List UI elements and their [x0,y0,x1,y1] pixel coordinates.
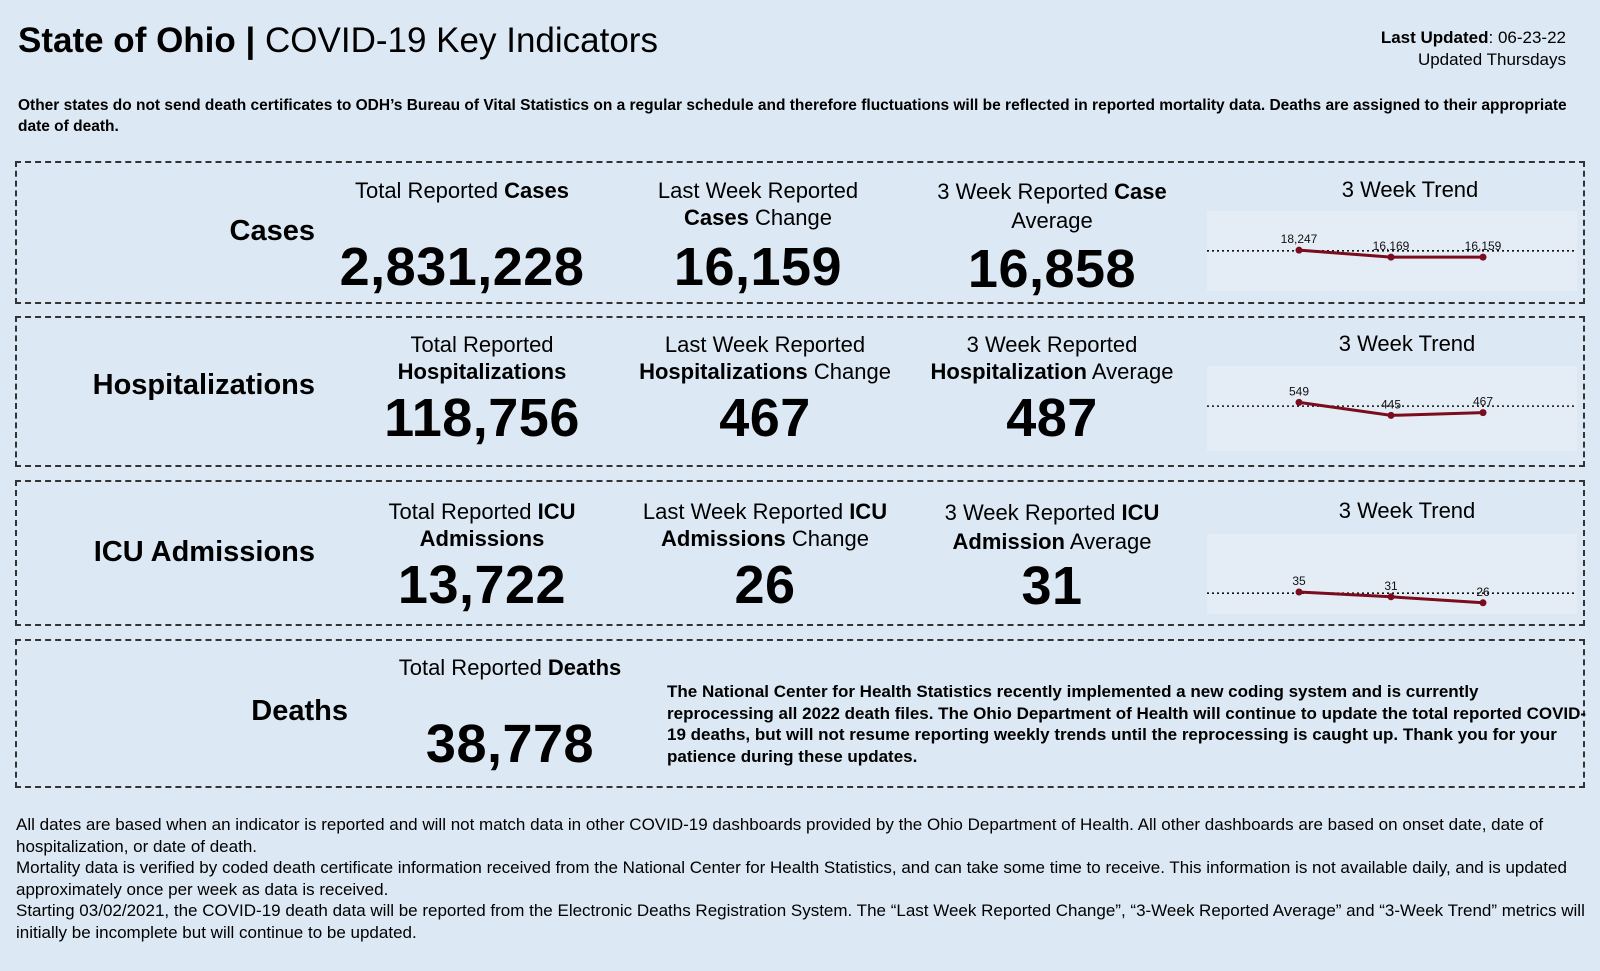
trend-data-label: 16,159 [1464,239,1502,254]
heading-text: Last Week Reported [642,499,850,524]
last-updated-label: Last Updated [1380,28,1489,47]
cases-change [618,177,898,297]
hosp-change [620,331,910,448]
icu-trend-chart [1207,534,1577,614]
cases-trend-title: 3 Week Trend [1341,177,1479,202]
heading-bold: Admissions [419,526,545,551]
trend-data-label: 18,247 [1280,232,1318,247]
trend-point [1296,399,1303,406]
trend-data-label: 467 [1472,394,1494,409]
heading-text: Average [1087,359,1174,384]
mortality-notice: Other states do not send death certificates to ODH’s Bureau of Vital Statistics on a regular schedule and therefore fluctuations will be reflected in reported mortality data. Deaths are assigned to their appropriate date of death. [18,97,1567,135]
trend-point [1480,254,1487,261]
trend-point [1388,593,1395,600]
heading-text: Change [748,205,833,230]
heading-bold: ICU [1121,500,1160,525]
trend-point [1388,412,1395,419]
icu-average-value: 31 [1021,556,1083,616]
icu-change [620,498,910,615]
heading-text: Total Reported [410,332,554,357]
icu-total-heading [342,498,622,552]
cases-change-value: 16,159 [673,237,843,297]
page-title [18,20,658,62]
heading-bold: Cases [504,178,570,203]
cases-panel [15,161,1585,304]
icu-trend-title: 3 Week Trend [1338,498,1476,523]
hosp-total-value: 118,756 [384,388,580,448]
cases-label: Cases [229,215,315,247]
heading-bold: Hospitalizations [639,359,808,384]
trend-data-label: 26 [1476,584,1490,599]
footer-note: Starting 03/02/2021, the COVID-19 death data will be reported from the Electronic Deaths Registration System. The “Last Week Reported Change”, “3-Week Reported Average” and “3-Week Trend” metrics will initially be incomplete but will continue to be updated. [16,901,1585,942]
hosp-trend-title: 3 Week Trend [1338,331,1476,356]
footer-notes [16,814,1586,943]
last-updated [1381,27,1566,71]
deaths-label: Deaths [251,695,348,727]
heading-text: 3 Week Reported [944,500,1122,525]
cases-change-heading [618,177,898,231]
heading-text: 3 Week Reported [937,179,1115,204]
hosp-average-value: 487 [1006,388,1098,448]
trend-data-label: 549 [1288,384,1310,399]
heading-text: Change [807,359,891,384]
trend-data-label: 16,169 [1372,239,1410,254]
footer-note: All dates are based when an indicator is reported and will not match data in other COVID-19 dashboards provided by the Ohio Department of Health. All other dashboards are based on onset date, date of hospitalization, or date of death. [16,815,1544,856]
cases-total-heading [322,177,602,204]
heading-text: Last Week Reported [657,178,859,203]
trend-point [1296,247,1303,254]
heading-text: Last Week Reported [664,332,866,357]
hosp-trend-chart [1207,366,1577,451]
heading-text: Change [785,526,869,551]
trend-data-label: 35 [1292,574,1306,588]
heading-text: Total Reported [398,655,548,680]
heading-bold: Hospitalization [930,359,1087,384]
trend-point [1388,254,1395,261]
hosp-average-heading [912,331,1192,385]
title-dashboard: COVID-19 Key Indicators [265,21,658,60]
heading-text: Total Reported [354,178,505,203]
cases-average-value: 16,858 [967,239,1137,299]
hosp-panel [15,316,1585,467]
heading-bold: ICU [537,499,576,524]
cases-average [912,177,1192,299]
deaths-total-heading [360,654,660,681]
hosp-average [912,331,1192,448]
hosp-total [342,331,622,448]
icu-change-heading [620,498,910,552]
heading-bold: Case [1114,179,1167,204]
deaths-total [360,654,660,774]
icu-total-value: 13,722 [397,555,567,615]
icu-total [342,498,622,615]
hosp-change-value: 467 [719,388,811,448]
heading-bold: Deaths [547,655,622,680]
title-state: State of Ohio | [18,21,256,60]
heading-bold: Admission [952,529,1065,554]
trend-point [1296,589,1303,596]
footer-note: Mortality data is verified by coded death certificate information received from the National Center for Health Statistics, and can take some time to receive. This information is not available daily, and is updated approximately once per week as data is received. [16,858,1567,899]
heading-text: Total Reported [388,499,538,524]
heading-bold: Hospitalizations [397,359,567,384]
icu-change-value: 26 [734,555,796,615]
trend-point [1480,409,1487,416]
trend-data-label: 31 [1384,578,1398,593]
heading-text: Average [1011,208,1093,233]
heading-bold: ICU [849,499,888,524]
trend-plot-area [1207,534,1577,614]
cases-average-heading [912,177,1192,235]
deaths-total-value: 38,778 [425,714,595,774]
cases-total [322,177,602,297]
cases-total-value: 2,831,228 [339,237,585,297]
icu-average-heading [912,498,1192,556]
deaths-note: The National Center for Health Statistics recently implemented a new coding system and is currently reprocessing all 2022 death files. The Ohio Department of Health will continue to update the total reported COVID-19 deaths, but will not resume reporting weekly trends until the reprocessing is caught up. Thank you for your patience during these updates. [667,682,1587,766]
icu-average [912,498,1192,616]
heading-text: Average [1065,529,1152,554]
heading-text: 3 Week Reported [966,332,1138,357]
heading-bold: Admissions [661,526,786,551]
icu-label: ICU Admissions [93,536,315,568]
trend-data-label: 445 [1380,397,1402,412]
trend-point [1480,599,1487,606]
hosp-label: Hospitalizations [92,369,315,401]
hosp-change-heading [620,331,910,385]
last-updated-value: : 06-23-22 [1488,28,1566,47]
heading-bold: Cases [683,205,749,230]
cases-trend-chart [1207,211,1577,291]
deaths-panel [15,639,1585,788]
hosp-total-heading [342,331,622,385]
icu-panel [15,480,1585,626]
update-frequency: Updated Thursdays [1417,50,1566,69]
